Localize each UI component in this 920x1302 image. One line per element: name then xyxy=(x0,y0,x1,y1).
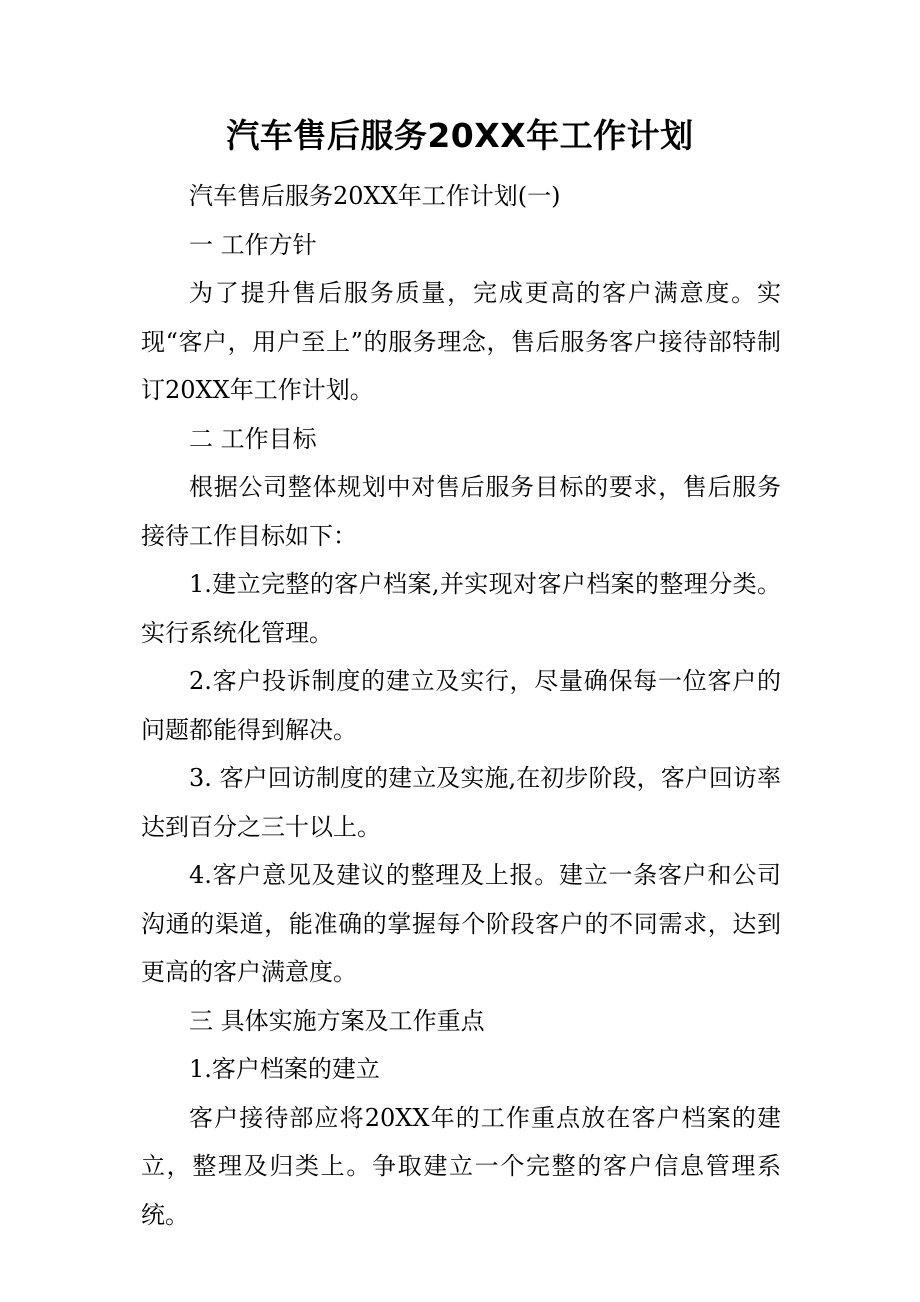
paragraph-plan-subtitle: 汽车售后服务20XX年工作计划(一) xyxy=(189,182,561,210)
document-body xyxy=(141,172,781,1239)
paragraph-policy: 为了提升售后服务质量，完成更高的客户满意度。实现“客户，用户至上”的服务理念，售后服务客户接待部特制订20XX年工作计划。 xyxy=(141,279,781,404)
list-item-goal-3: 3. 客户回访制度的建立及实施,在初步阶段，客户回访率达到百分之三十以上。 xyxy=(141,764,781,841)
list-item-goal-4: 4.客户意见及建议的整理及上报。建立一条客户和公司沟通的渠道，能准确的掌握每个阶段客户的不同需求，达到更高的客户满意度。 xyxy=(141,861,781,986)
paragraph-goals-intro: 根据公司整体规划中对售后服务目标的要求，售后服务接待工作目标如下： xyxy=(141,473,781,550)
paragraph-customer-files: 客户接待部应将20XX年的工作重点放在客户档案的建立，整理及归类上。争取建立一个完整的客户信息管理系统。 xyxy=(141,1103,781,1229)
heading-implementation: 三 具体实施方案及工作重点 xyxy=(189,1006,485,1035)
subheading-customer-files: 1.客户档案的建立 xyxy=(189,1055,380,1083)
heading-work-goals: 二 工作目标 xyxy=(189,424,317,453)
document-title: 汽车售后服务20XX年工作计划 xyxy=(226,116,694,155)
list-item-goal-1: 1.建立完整的客户档案,并实现对客户档案的整理分类。实行系统化管理。 xyxy=(141,570,781,647)
list-item-goal-2: 2.客户投诉制度的建立及实行，尽量确保每一位客户的问题都能得到解决。 xyxy=(141,667,781,744)
heading-work-policy: 一 工作方针 xyxy=(189,230,317,259)
